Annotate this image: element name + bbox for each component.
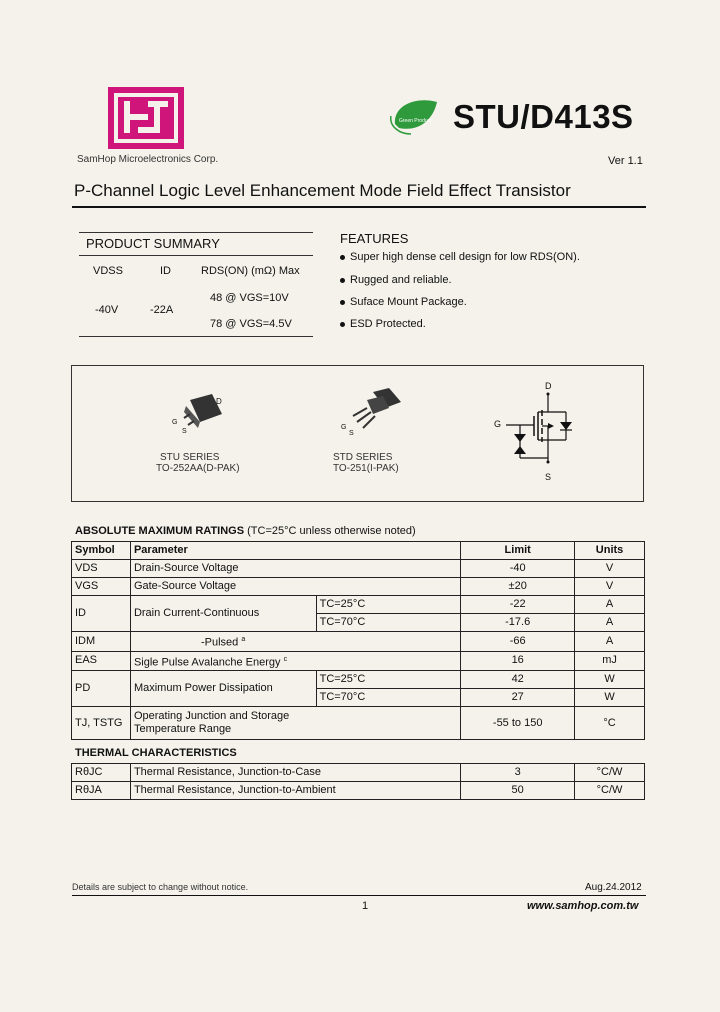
cell-symbol: RθJC [72,764,131,782]
cell-parameter: Gate-Source Voltage [130,578,460,596]
cell-symbol: ID [72,596,131,632]
cell-symbol: TJ, TSTG [72,707,131,740]
cell-condition: TC=70°C [316,614,461,632]
table-header-row [72,542,645,560]
col-symbol: Symbol [72,542,131,560]
table-row [72,707,645,740]
ipak-pin-s: S [349,430,354,437]
ps-col-vdss: VDSS [93,265,123,277]
table-row [72,651,645,671]
cell-limit: -17.6 [461,614,575,632]
ipak-pin-g: G [341,424,347,431]
bullet-icon [340,278,345,283]
product-summary-heading: PRODUCT SUMMARY [86,236,220,251]
cell-parameter: Maximum Power Dissipation [130,671,316,707]
feature-item: Rugged and reliable. [340,274,452,286]
cell-unit: mJ [575,651,645,671]
cell-limit: 16 [461,651,575,671]
table-row [72,578,645,596]
dpak-package-icon [172,392,232,442]
cell-limit: 50 [461,782,575,800]
cell-limit: -55 to 150 [461,707,575,740]
cell-unit: A [575,614,645,632]
dpak-pin-g: G [172,419,178,426]
cell-limit: -66 [461,632,575,652]
cell-limit: 42 [461,671,575,689]
cell-symbol: PD [72,671,131,707]
cell-parameter: Drain Current-Continuous [130,596,316,632]
ps-rds-2: 78 @ VGS=4.5V [210,318,292,330]
cell-condition: TC=70°C [316,689,461,707]
col-units: Units [575,542,645,560]
table-row [72,671,645,689]
stu-series-label: STU SERIES [160,452,220,463]
ps-divider [79,336,313,337]
footer-note: Details are subject to change without notice. [72,882,249,892]
table-row [72,596,645,614]
cell-parameter: -Pulsed $^a$ [130,632,460,652]
abs-max-heading: ABSOLUTE MAXIMUM RATINGS (TC=25°C unless otherwise noted) [75,525,416,537]
stu-package-label: TO-252AA(D-PAK) [156,463,240,474]
bullet-icon [340,255,345,260]
cell-unit: W [575,671,645,689]
cell-unit: °C/W [575,782,645,800]
table-row [72,560,645,578]
cell-parameter: Thermal Resistance, Junction-to-Ambient [130,782,460,800]
table-row [72,764,645,782]
dpak-pin-d: D [216,397,222,406]
ps-divider [79,255,313,256]
ps-col-id: ID [160,265,171,277]
feature-item: ESD Protected. [340,318,426,330]
cell-limit: 27 [461,689,575,707]
cell-condition: TC=25°C [316,671,461,689]
schematic-pin-d: D [545,381,552,391]
cell-symbol: EAS [72,651,131,671]
ps-col-rds: RDS(ON) (mΩ) Max [201,265,300,277]
cell-limit: 3 [461,764,575,782]
company-name: SamHop Microelectronics Corp. [77,154,219,165]
thermal-table [71,763,645,800]
feature-item: Suface Mount Package. [340,296,467,308]
ps-divider [79,232,313,233]
footer-rule [72,895,646,896]
cell-limit: -40 [461,560,575,578]
std-series-label: STD SERIES [333,452,393,463]
ps-rds-1: 48 @ VGS=10V [210,292,289,304]
table-row [72,632,645,652]
features-heading: FEATURES [340,231,409,246]
green-logo-text: Green Product [399,118,432,124]
cell-unit: A [575,632,645,652]
footer-date: Aug.24.2012 [585,882,642,893]
cell-unit: °C/W [575,764,645,782]
version: Ver 1.1 [608,155,643,167]
cell-limit: -22 [461,596,575,614]
website-link[interactable]: www.samhop.com.tw [527,900,639,912]
ps-vdss: -40V [95,304,119,316]
col-limit: Limit [461,542,575,560]
abs-max-table [71,541,645,740]
mosfet-schematic-icon [500,392,580,470]
bullet-icon [340,322,345,327]
cell-unit: V [575,560,645,578]
cell-parameter: Sigle Pulse Avalanche Energy $^c$ [130,651,460,671]
green-product-leaf-icon [385,94,441,138]
cell-symbol: VDS [72,560,131,578]
schematic-pin-g: G [494,419,502,429]
col-parameter: Parameter [130,542,460,560]
bullet-icon [340,300,345,305]
cell-symbol: IDM [72,632,131,652]
cell-unit: V [575,578,645,596]
page-number: 1 [362,900,369,912]
document-title: P-Channel Logic Level Enhancement Mode Field Effect Transistor [74,181,571,200]
ipak-package-icon [345,386,405,436]
thermal-heading: THERMAL CHARACTERISTICS [75,747,237,759]
ps-id: -22A [150,304,174,316]
dpak-pin-s: S [182,428,187,435]
schematic-pin-s: S [545,472,552,482]
cell-parameter: Thermal Resistance, Junction-to-Case [130,764,460,782]
cell-symbol: VGS [72,578,131,596]
std-package-label: TO-251(I-PAK) [333,463,399,474]
cell-symbol: RθJA [72,782,131,800]
cell-unit: A [575,596,645,614]
cell-parameter: Drain-Source Voltage [130,560,460,578]
cell-condition: TC=25°C [316,596,461,614]
part-number: STU/D413S [453,98,634,135]
title-rule [72,206,646,208]
table-row [72,782,645,800]
samhop-logo [108,87,184,149]
cell-limit: ±20 [461,578,575,596]
feature-item: Super high dense cell design for low RDS(ON). [340,251,580,263]
cell-unit: °C [575,707,645,740]
cell-parameter: Operating Junction and Storage Temperature Range [130,707,460,740]
cell-unit: W [575,689,645,707]
